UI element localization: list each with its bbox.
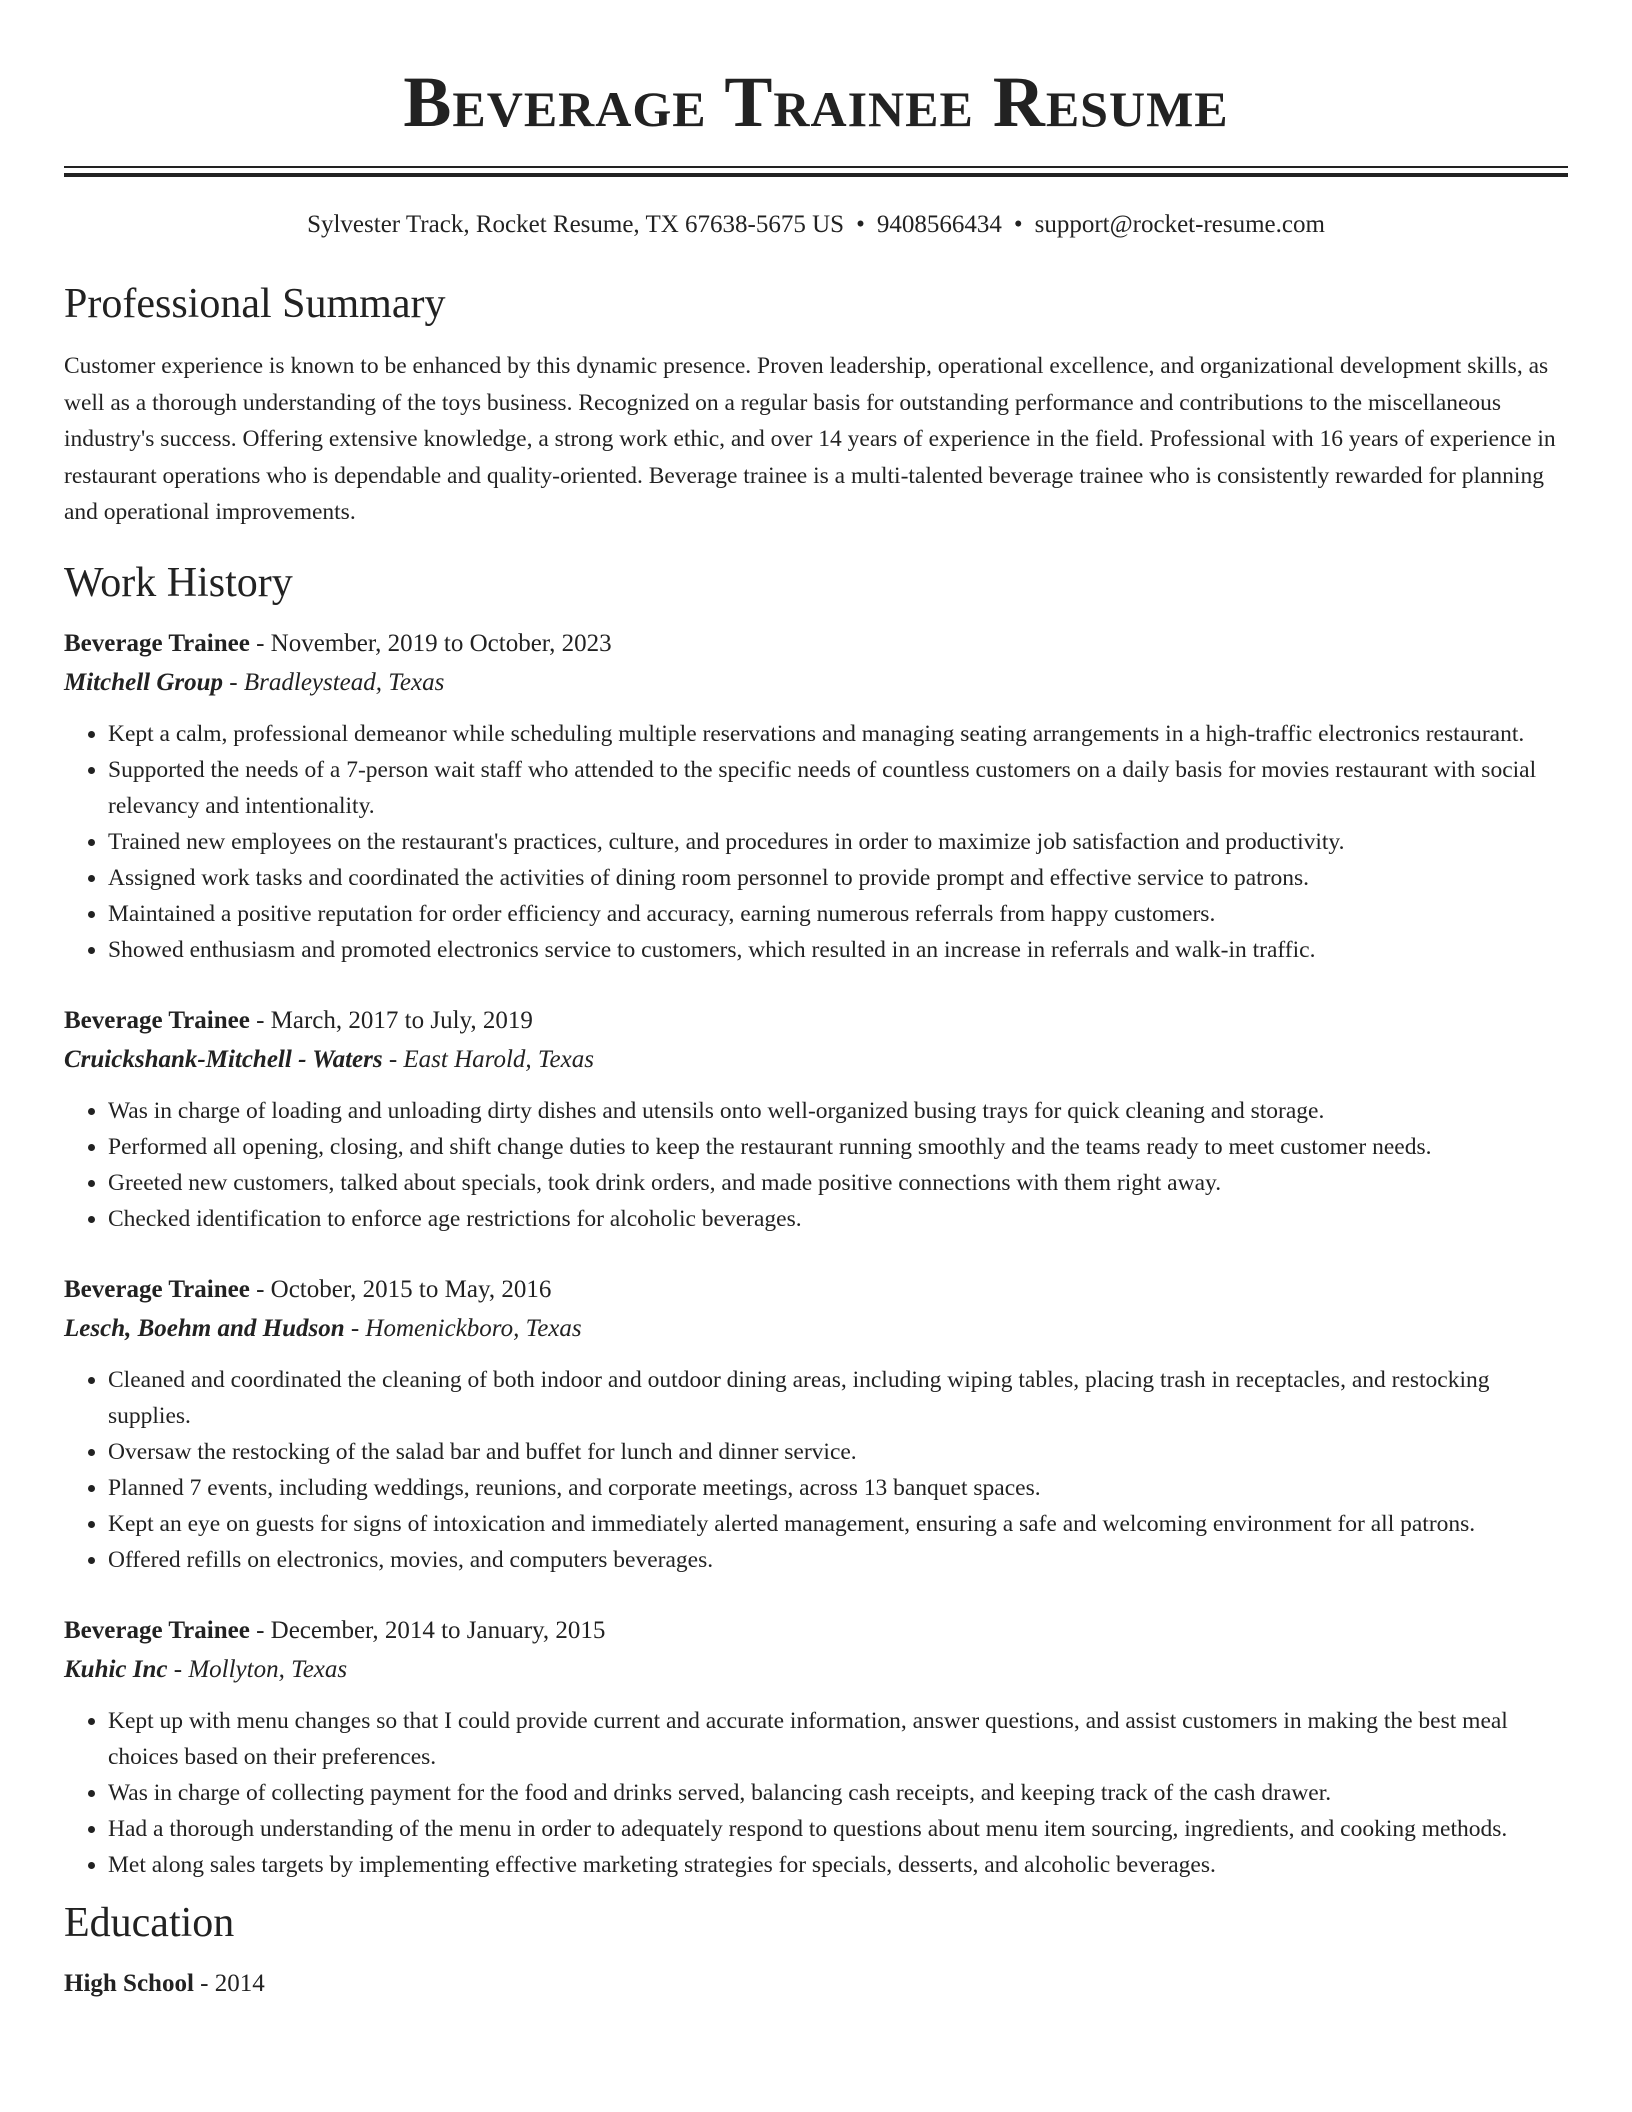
job-dates: - October, 2015 to May, 2016 bbox=[249, 1275, 552, 1303]
education-degree: High School bbox=[64, 1969, 194, 1997]
job-location: - Bradleystead, Texas bbox=[223, 668, 445, 696]
job-bullet: • Offered refills on electronics, movies, and computers beverages. bbox=[108, 1542, 1568, 1578]
job-bullets bbox=[64, 1703, 1568, 1883]
job-entry bbox=[64, 1002, 1568, 1237]
job-entry bbox=[64, 1271, 1568, 1578]
job-bullet: • Planned 7 events, including weddings, reunions, and corporate meetings, across 13 banquet spaces. bbox=[108, 1470, 1568, 1506]
contact-separator: • bbox=[1013, 211, 1023, 238]
job-bullet: • Trained new employees on the restaurant's practices, culture, and procedures in order to maximize job satisfaction and productivity. bbox=[108, 824, 1568, 860]
job-title: Beverage Trainee bbox=[64, 1275, 250, 1303]
title-divider bbox=[64, 166, 1568, 177]
education-year: - 2014 bbox=[193, 1969, 265, 1997]
summary-text: Customer experience is known to be enhanced by this dynamic presence. Proven leadership, operational excellence, and organizational development skills, as well as a thorough understanding of the toys business. Recognized on a regular basis for outstanding performance and contributions to the miscellaneous industry's success. Offering extensive knowledge, a strong work ethic, and over 14 years of experience in the field. Professional with 16 years of experience in restaurant operations who is dependable and quality-oriented. Beverage trainee is a multi-talented beverage trainee who is consistently rewarded for planning and operational improvements. bbox=[64, 353, 1556, 525]
work-history-heading: Work History bbox=[64, 559, 293, 606]
job-bullet: • Met along sales targets by implementing effective marketing strategies for specials, desserts, and alcoholic beverages. bbox=[108, 1847, 1568, 1883]
job-bullet: • Kept a calm, professional demeanor while scheduling multiple reservations and managing seating arrangements in a high-traffic electronics restaurant. bbox=[108, 716, 1568, 752]
job-title: Beverage Trainee bbox=[64, 1006, 250, 1034]
job-bullet: • Oversaw the restocking of the salad bar and buffet for lunch and dinner service. bbox=[108, 1434, 1568, 1470]
contact-separator: • bbox=[856, 211, 865, 238]
job-bullet: • Was in charge of loading and unloading dirty dishes and utensils onto well-organized busing trays for quick cleaning and storage. bbox=[108, 1093, 1568, 1129]
job-bullet: • Assigned work tasks and coordinated the activities of dining room personnel to provide prompt and effective service to patrons. bbox=[108, 860, 1568, 896]
job-bullets bbox=[64, 1093, 1568, 1237]
job-bullet: • Had a thorough understanding of the menu in order to adequately respond to questions about menu item sourcing, ingredients, and cooking methods. bbox=[108, 1811, 1568, 1847]
job-dates: - November, 2019 to October, 2023 bbox=[249, 629, 612, 657]
job-location: - Homenickboro, Texas bbox=[344, 1314, 582, 1342]
job-title: Beverage Trainee bbox=[64, 1616, 250, 1644]
job-bullet: • Checked identification to enforce age restrictions for alcoholic beverages. bbox=[108, 1201, 1568, 1237]
job-location: - East Harold, Texas bbox=[382, 1045, 594, 1073]
job-title-line bbox=[64, 1002, 1568, 1040]
job-company-line bbox=[64, 663, 1568, 702]
job-bullet: • Greeted new customers, talked about specials, took drink orders, and made positive connections with them right away. bbox=[108, 1165, 1568, 1201]
job-dates: - December, 2014 to January, 2015 bbox=[249, 1616, 606, 1644]
job-title-line bbox=[64, 625, 1568, 663]
job-title-line bbox=[64, 1612, 1568, 1650]
job-company: Lesch, Boehm and Hudson bbox=[64, 1314, 345, 1342]
summary-heading: Professional Summary bbox=[64, 281, 446, 327]
job-entry bbox=[64, 625, 1568, 968]
job-location: - Mollyton, Texas bbox=[167, 1655, 348, 1683]
job-company-line bbox=[64, 1040, 1568, 1079]
job-entry bbox=[64, 1612, 1568, 1883]
job-bullets bbox=[64, 1362, 1568, 1578]
contact-phone: 9408566434 bbox=[876, 211, 1002, 238]
job-title: Beverage Trainee bbox=[64, 629, 250, 657]
job-company-line bbox=[64, 1650, 1568, 1689]
job-title-line bbox=[64, 1271, 1568, 1309]
job-bullet: • Supported the needs of a 7-person wait staff who attended to the specific needs of countless customers on a daily basis for movies restaurant with social relevancy and intentionality. bbox=[108, 752, 1568, 824]
job-bullet: • Showed enthusiasm and promoted electronics service to customers, which resulted in an increase in referrals and walk-in traffic. bbox=[108, 932, 1568, 968]
education-entry bbox=[64, 1965, 1568, 2003]
job-company: Kuhic Inc bbox=[64, 1655, 168, 1683]
job-bullets bbox=[64, 716, 1568, 968]
job-bullet: • Kept an eye on guests for signs of intoxication and immediately alerted management, ensuring a safe and welcoming environment for all patrons. bbox=[108, 1506, 1568, 1542]
job-bullet: • Kept up with menu changes so that I could provide current and accurate information, answer questions, and assist customers in making the best meal choices based on their preferences. bbox=[108, 1703, 1568, 1775]
contact-line bbox=[64, 210, 1568, 240]
education-heading: Education bbox=[64, 1899, 235, 1946]
job-company-line bbox=[64, 1309, 1568, 1348]
job-bullet: • Cleaned and coordinated the cleaning of both indoor and outdoor dining areas, including wiping tables, placing trash in receptacles, and restocking supplies. bbox=[108, 1362, 1568, 1434]
job-bullet: • Performed all opening, closing, and shift change duties to keep the restaurant running smoothly and the teams ready to meet customer needs. bbox=[108, 1129, 1568, 1165]
resume-title: Beverage Trainee Resume bbox=[403, 62, 1229, 142]
job-dates: - March, 2017 to July, 2019 bbox=[249, 1006, 533, 1034]
job-bullet: • Was in charge of collecting payment for the food and drinks served, balancing cash receipts, and keeping track of the cash drawer. bbox=[108, 1775, 1568, 1811]
contact-address: Sylvester Track, Rocket Resume, TX 67638-5675 US bbox=[307, 211, 845, 238]
job-company: Cruickshank-Mitchell - Waters bbox=[64, 1045, 383, 1073]
job-company: Mitchell Group bbox=[64, 668, 224, 696]
job-bullet: • Maintained a positive reputation for order efficiency and accuracy, earning numerous referrals from happy customers. bbox=[108, 896, 1568, 932]
contact-email: support@rocket-resume.com bbox=[1034, 211, 1325, 238]
